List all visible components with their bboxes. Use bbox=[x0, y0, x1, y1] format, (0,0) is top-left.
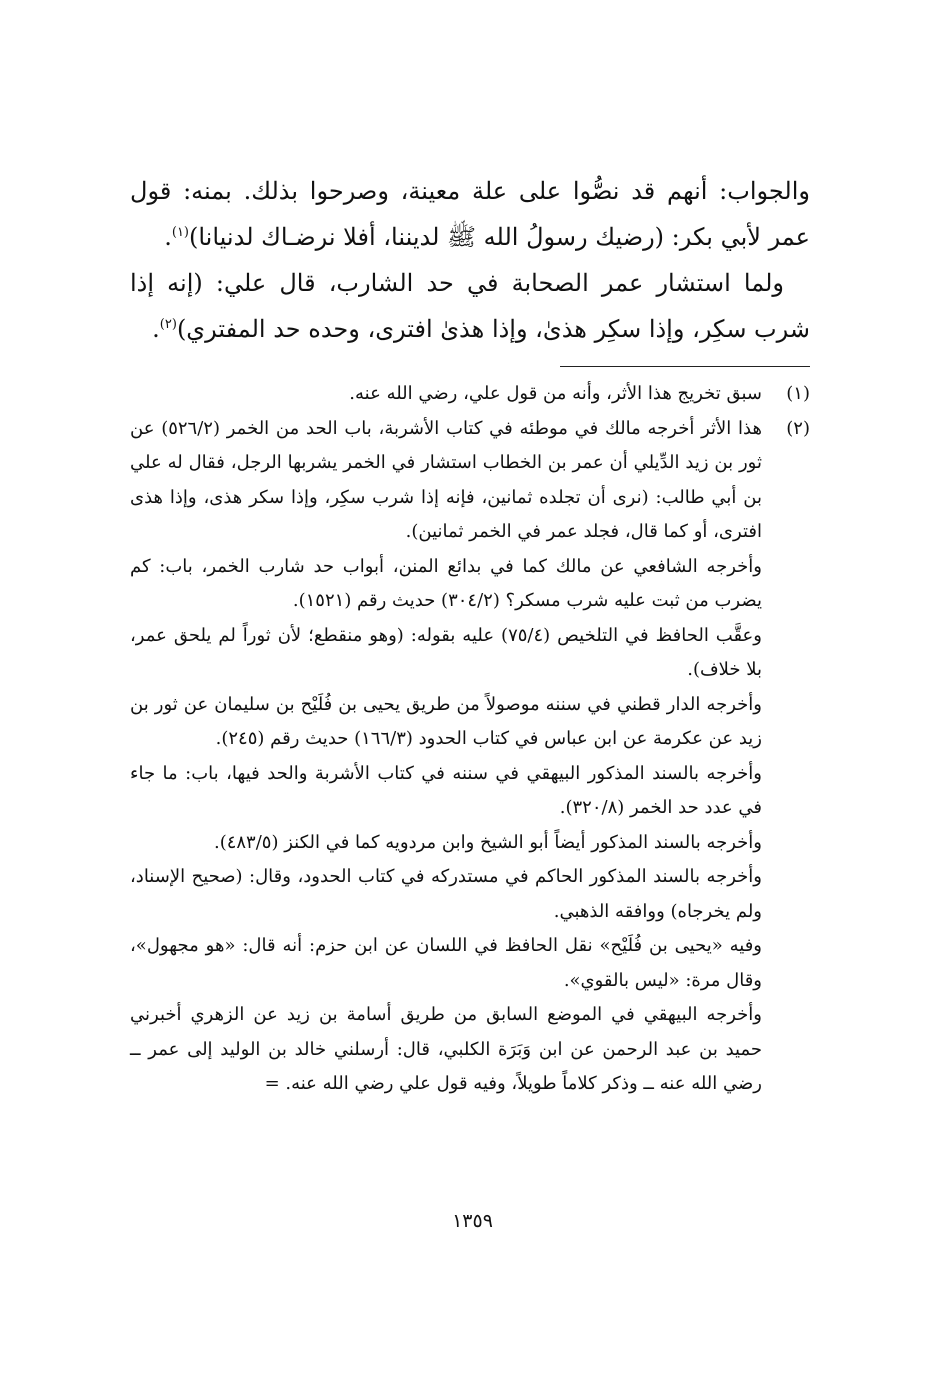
paragraph-end: . bbox=[164, 223, 172, 251]
footnote-line: هذا الأثر أخرجه مالك في موطئه في كتاب الأشربة، باب الحد من الخمر (٥٢٦/٢) عن ثور بن زيد الدِّيلي أن عمر بن الخطاب استشار في الخمر يشربها الرجل، فقال له علي بن أبي طالب: (نرى أن تجلده ثمانين، فإنه إذا شرب سكِر، وإذا سكر هذى، وإذا هذى افترى، أو كما قال، فجلد عمر في الخمر ثمانين). bbox=[130, 417, 762, 542]
page-number: ١٣٥٩ bbox=[452, 1210, 493, 1232]
footnote-line: وأخرجه بالسند المذكور البيهقي في سننه في كتاب الأشربة والحد فيها، باب: ما جاء في عدد حد الخمر (٣٢٠/٨). bbox=[130, 762, 762, 818]
paragraph-text: ولما استشار عمر الصحابة في حد الشارب، قال علي: (إنه إذا شرب سكِر، وإذا سكِر هذىٰ، وإذا هذىٰ افترى، وحده حد المفتري) bbox=[130, 269, 810, 343]
footnotes bbox=[130, 377, 810, 1102]
page-body bbox=[130, 168, 810, 1328]
footnote-item bbox=[130, 377, 810, 412]
footnote-line: وعقَّب الحافظ في التلخيص (٧٥/٤) عليه بقوله: (وهو منقطع؛ لأن ثوراً لم يلحق عمر، بلا خلاف). bbox=[130, 624, 762, 680]
footnote-line: وأخرجه البيهقي في الموضع السابق من طريق أسامة بن زيد عن الزهري أخبرني حميد بن عبد الرحمن عن ابن وَبَرَة الكلبي، قال: أرسلني خالد بن الوليد إلى عمر ــ رضي الله عنه ــ وذكر كلاماً طويلاً، وفيه قول علي رضي الله عنه. = bbox=[130, 1004, 762, 1094]
footnote-number: (٢) bbox=[786, 417, 810, 439]
footnote-ref[interactable]: (١) bbox=[171, 225, 189, 240]
footnote-line: وفيه «يحيى بن فُلَيْح» نقل الحافظ في اللسان عن ابن حزم: أنه قال: «هو مجهول»، وقال مرة: «ليس بالقوي». bbox=[130, 935, 762, 991]
footnote-line: وأخرجه الدار قطني في سننه موصولاً من طريق يحيى بن فُلَيْح بن سليمان عن ثور بن زيد عن عكرمة عن ابن عباس في كتاب الحدود (١٦٦/٣) حديث رقم (٢٤٥). bbox=[130, 693, 762, 749]
paragraph-text: والجواب: أنهم قد نصُّوا على علة معينة، وصرحوا بذلك. بمنه: قول عمر لأبي بكر: (رضيك رسولُ الله ﷺ لديننا، أفلا نرضـاك لدنيانا) bbox=[130, 177, 810, 251]
footnote-number: (١) bbox=[786, 383, 810, 404]
paragraph-end: . bbox=[152, 315, 160, 343]
footnote-line: وأخرجه بالسند المذكور أيضاً أبو الشيخ وابن مردويه كما في الكنز (٤٨٣/٥). bbox=[213, 831, 762, 853]
footnote-ref[interactable]: (٢) bbox=[159, 317, 177, 332]
main-paragraph bbox=[130, 168, 810, 260]
main-paragraph bbox=[130, 260, 810, 352]
main-text bbox=[130, 168, 810, 352]
footnote-item bbox=[130, 412, 810, 1102]
footnote-line: وأخرجه الشافعي عن مالك كما في بدائع المنن، أبواب حد شارب الخمر، باب: كم يضرب من ثبت عليه شرب مسكر؟ (٣٠٤/٢) حديث رقم (١٥٢١). bbox=[130, 555, 762, 611]
footnote-line: وأخرجه بالسند المذكور الحاكم في مستدركه في كتاب الحدود، وقال: (صحيح الإسناد، ولم يخرجاه) ووافقه الذهبي. bbox=[130, 866, 762, 922]
footnote-line: سبق تخريج هذا الأثر، وأنه من قول علي، رضي الله عنه. bbox=[349, 383, 762, 404]
footnote-divider bbox=[560, 366, 810, 367]
